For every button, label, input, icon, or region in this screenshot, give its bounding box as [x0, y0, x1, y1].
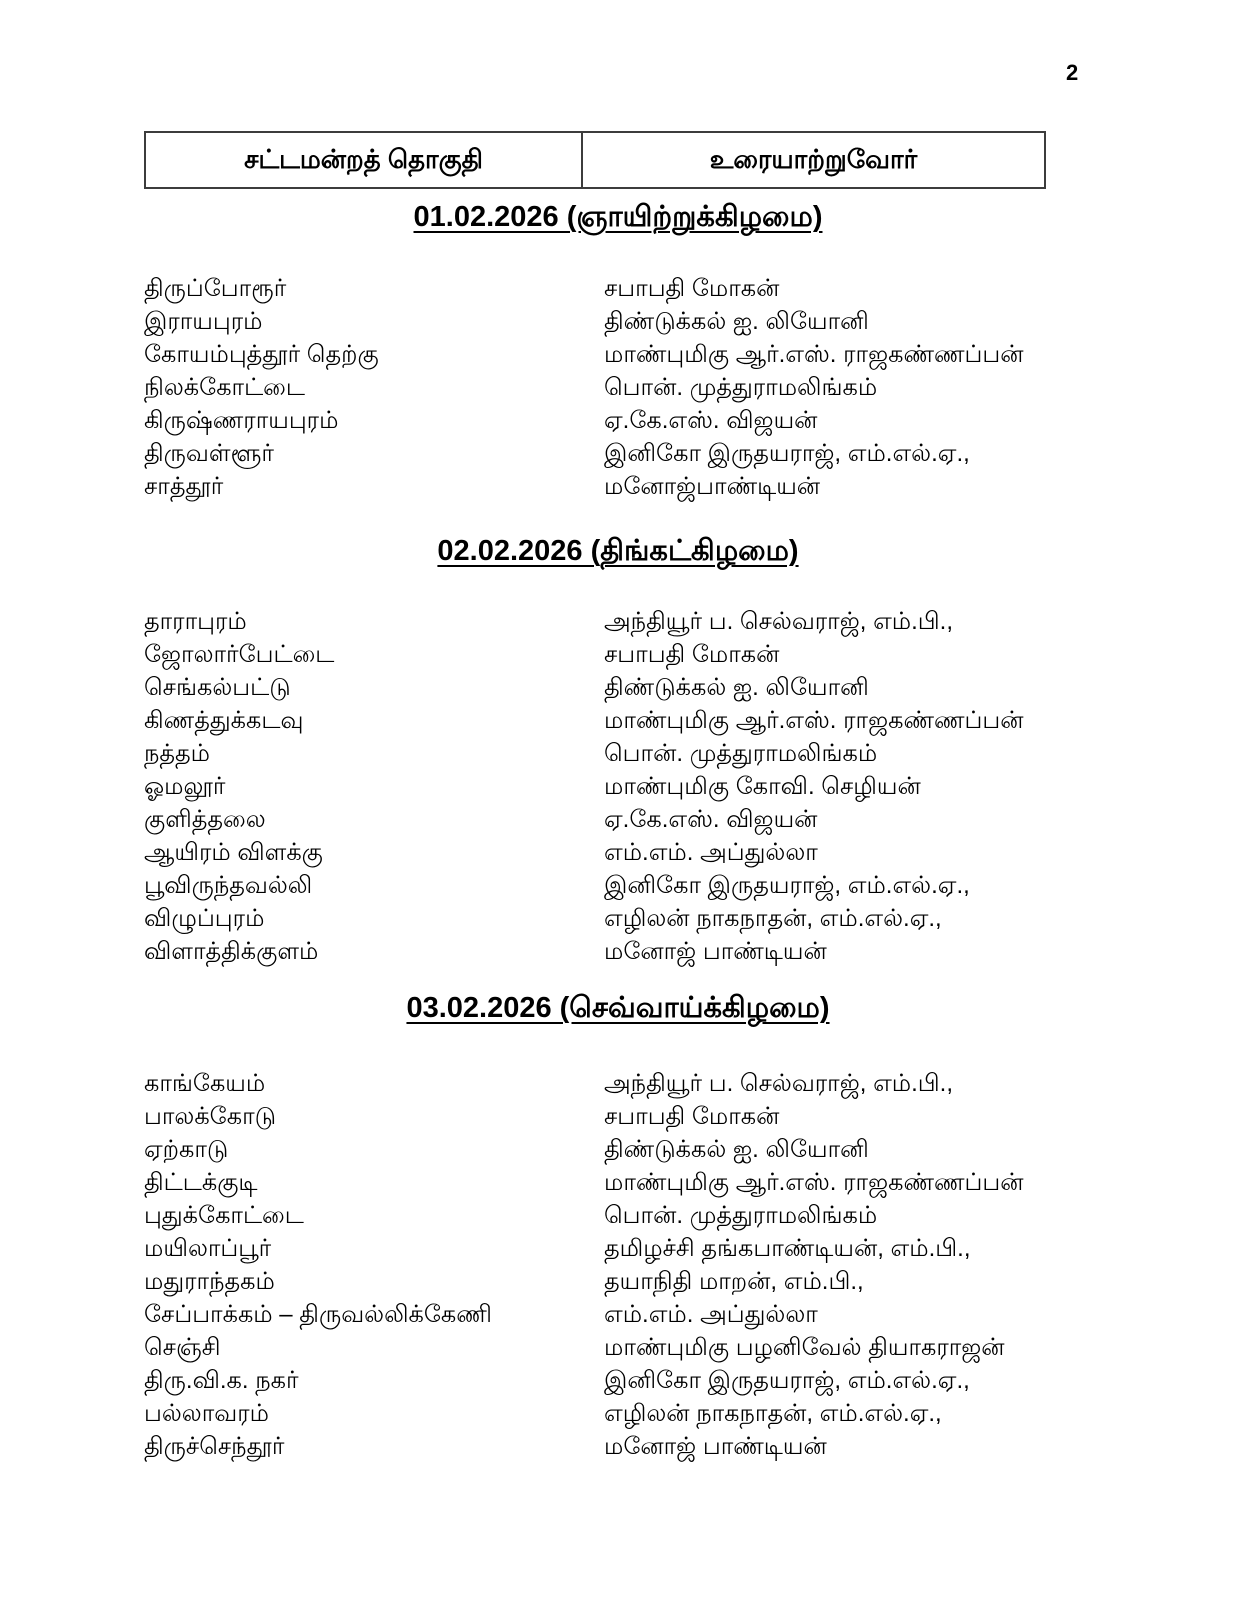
table-row: [0, 1133, 1236, 1166]
speaker-name: திண்டுக்கல் ஐ. லியோனி: [604, 674, 869, 701]
constituency-name: திருப்போரூர்: [144, 275, 287, 302]
table-row: [0, 1364, 1236, 1397]
constituency-name: ஆயிரம் விளக்கு: [144, 839, 323, 866]
speaker-name: எழிலன் நாகநாதன், எம்.எல்.ஏ.,: [604, 1400, 942, 1427]
table-row: [0, 935, 1236, 968]
table-row: [0, 737, 1236, 770]
speaker-name: சபாபதி மோகன்: [604, 1103, 780, 1130]
constituency-name: நத்தம்: [144, 740, 210, 767]
table-row: [0, 371, 1236, 404]
table-row: [0, 671, 1236, 704]
speaker-name: மாண்புமிகு கோவி. செழியன்: [604, 773, 921, 800]
date-heading: 03.02.2026 (செவ்வாய்க்கிழமை): [406, 992, 830, 1024]
speaker-name: மனோஜ் பாண்டியன்: [604, 1433, 827, 1460]
table-row: [0, 437, 1236, 470]
constituency-name: புதுக்கோட்டை: [144, 1202, 304, 1229]
constituency-name: ஓமலூர்: [144, 773, 226, 800]
speaker-name: பொன். முத்துராமலிங்கம்: [604, 374, 878, 401]
speaker-name: எம்.எம். அப்துல்லா: [604, 839, 818, 866]
constituency-name: பாலக்கோடு: [144, 1103, 277, 1130]
speaker-name: ஏ.கே.எஸ். விஜயன்: [604, 407, 818, 434]
speaker-name: பொன். முத்துராமலிங்கம்: [604, 740, 878, 767]
constituency-name: செஞ்சி: [144, 1334, 221, 1361]
day-section: [0, 533, 1236, 968]
table-row: [0, 704, 1236, 737]
section-rows: [0, 272, 1236, 503]
constituency-name: மதுராந்தகம்: [144, 1268, 275, 1295]
speaker-name: சபாபதி மோகன்: [604, 275, 780, 302]
constituency-name: கிருஷ்ணராயபுரம்: [144, 407, 339, 434]
speaker-name: தமிழச்சி தங்கபாண்டியன், எம்.பி.,: [604, 1235, 971, 1262]
constituency-name: திருச்செந்தூர்: [144, 1433, 285, 1460]
table-row: [0, 836, 1236, 869]
speaker-name: தயாநிதி மாறன், எம்.பி.,: [604, 1268, 864, 1295]
header-cell-constituency: சட்டமன்றத் தொகுதி: [146, 133, 583, 187]
speaker-name: மனோஜ் பாண்டியன்: [604, 938, 827, 965]
speaker-name: திண்டுக்கல் ஐ. லியோனி: [604, 1136, 869, 1163]
page-number: 2: [1066, 60, 1079, 85]
speaker-name: திண்டுக்கல் ஐ. லியோனி: [604, 308, 869, 335]
speaker-name: எம்.எம். அப்துல்லா: [604, 1301, 818, 1328]
section-rows: [0, 1067, 1236, 1463]
constituency-name: குளித்தலை: [144, 806, 266, 833]
table-row: [0, 638, 1236, 671]
table-row: [0, 1298, 1236, 1331]
speaker-name: மாண்புமிகு ஆர்.எஸ். ராஜகண்ணப்பன்: [604, 341, 1024, 368]
constituency-name: விளாத்திக்குளம்: [144, 938, 319, 965]
constituency-name: ஜோலார்பேட்டை: [144, 641, 335, 668]
constituency-name: இராயபுரம்: [144, 308, 263, 335]
constituency-name: தாராபுரம்: [144, 608, 247, 635]
schedule-sections: [0, 199, 1236, 1463]
table-row: [0, 1232, 1236, 1265]
table-row: [0, 770, 1236, 803]
table-row: [0, 902, 1236, 935]
day-section: [0, 990, 1236, 1463]
table-row: [0, 1166, 1236, 1199]
constituency-name: சேப்பாக்கம் – திருவல்லிக்கேணி: [144, 1301, 492, 1328]
constituency-name: திரு.வி.க. நகர்: [144, 1367, 299, 1394]
speaker-name: அந்தியூர் ப. செல்வராஜ், எம்.பி.,: [604, 1070, 954, 1097]
table-row: [0, 1430, 1236, 1463]
speaker-name: மாண்புமிகு ஆர்.எஸ். ராஜகண்ணப்பன்: [604, 1169, 1024, 1196]
speaker-name: மாண்புமிகு பழனிவேல் தியாகராஜன்: [604, 1334, 1005, 1361]
constituency-name: விழுப்புரம்: [144, 905, 265, 932]
speaker-name: பொன். முத்துராமலிங்கம்: [604, 1202, 878, 1229]
table-row: [0, 470, 1236, 503]
table-row: [0, 1265, 1236, 1298]
table-row: [0, 1331, 1236, 1364]
constituency-name: ஏற்காடு: [144, 1136, 229, 1163]
table-row: [0, 338, 1236, 371]
column-header-table: [144, 131, 1046, 189]
table-row: [0, 869, 1236, 902]
table-row: [0, 1397, 1236, 1430]
constituency-name: கிணத்துக்கடவு: [144, 707, 304, 734]
speaker-name: இனிகோ இருதயராஜ், எம்.எல்.ஏ.,: [604, 440, 970, 467]
table-row: [0, 404, 1236, 437]
speaker-name: எழிலன் நாகநாதன், எம்.எல்.ஏ.,: [604, 905, 942, 932]
constituency-name: கோயம்புத்தூர் தெற்கு: [144, 341, 379, 368]
constituency-name: திட்டக்குடி: [144, 1169, 258, 1196]
table-row: [0, 1067, 1236, 1100]
header-cell-speakers: உரையாற்றுவோர்: [709, 144, 918, 174]
table-row: [0, 605, 1236, 638]
date-heading: 01.02.2026 (ஞாயிற்றுக்கிழமை): [413, 201, 823, 233]
speaker-name: ஏ.கே.எஸ். விஜயன்: [604, 806, 818, 833]
constituency-name: பூவிருந்தவல்லி: [144, 872, 313, 899]
speaker-name: சபாபதி மோகன்: [604, 641, 780, 668]
speaker-name: மாண்புமிகு ஆர்.எஸ். ராஜகண்ணப்பன்: [604, 707, 1024, 734]
table-row: [0, 803, 1236, 836]
constituency-name: சாத்தூர்: [144, 473, 224, 500]
speaker-name: இனிகோ இருதயராஜ், எம்.எல்.ஏ.,: [604, 1367, 970, 1394]
constituency-name: நிலக்கோட்டை: [144, 374, 305, 401]
speaker-name: மனோஜ்பாண்டியன்: [604, 473, 821, 500]
constituency-name: மயிலாப்பூர்: [144, 1235, 272, 1262]
constituency-name: செங்கல்பட்டு: [144, 674, 291, 701]
speaker-name: இனிகோ இருதயராஜ், எம்.எல்.ஏ.,: [604, 872, 970, 899]
speaker-name: அந்தியூர் ப. செல்வராஜ், எம்.பி.,: [604, 608, 954, 635]
table-row: [0, 272, 1236, 305]
constituency-name: திருவள்ளூர்: [144, 440, 274, 467]
table-row: [0, 1199, 1236, 1232]
table-row: [0, 305, 1236, 338]
constituency-name: பல்லாவரம்: [144, 1400, 269, 1427]
constituency-name: காங்கேயம்: [144, 1070, 266, 1097]
date-heading: 02.02.2026 (திங்கட்கிழமை): [437, 535, 799, 567]
section-rows: [0, 605, 1236, 968]
table-row: [0, 1100, 1236, 1133]
day-section: [0, 199, 1236, 503]
